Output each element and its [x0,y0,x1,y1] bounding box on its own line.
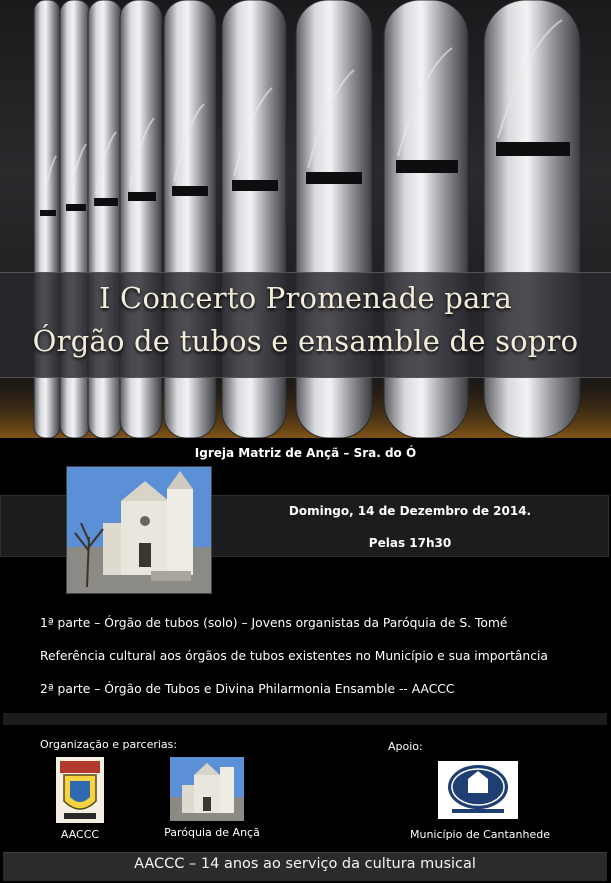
cantanhede-emblem-icon [438,761,518,819]
parish-photo [170,757,244,821]
aaccc-crest-icon [56,757,104,823]
poster-title-line-1: I Concerto Promenade para [98,281,512,315]
municipality-caption: Município de Cantanhede [409,828,550,841]
poster-title-line-2: Órgão de tubos e ensamble de sopro [32,324,579,358]
separator-band [3,713,607,725]
organization-label: Organização e parcerias: [40,738,178,751]
venue-text: Igreja Matriz de Ançã – Sra. do Ó [194,446,417,460]
event-date: Domingo, 14 de Dezembro de 2014. [288,504,532,518]
program-item-1: 1ª parte – Órgão de tubos (solo) – Jovens organistas da Paróquia de S. Tomé [40,616,508,630]
support-label: Apoio: [388,740,423,753]
program-item-3: 2ª parte – Órgão de Tubos e Divina Philarmonia Ensamble -- AACCC [40,682,455,696]
parish-caption: Paróquia de Ançã [164,826,260,839]
program-item-2: Referência cultural aos órgãos de tubos existentes no Município e sua importância [40,649,548,663]
church-photo [66,466,212,594]
aaccc-caption: AACCC [60,828,100,841]
event-time: Pelas 17h30 [368,536,452,550]
footer-text: AACCC – 14 anos ao serviço da cultura musical [134,856,476,872]
